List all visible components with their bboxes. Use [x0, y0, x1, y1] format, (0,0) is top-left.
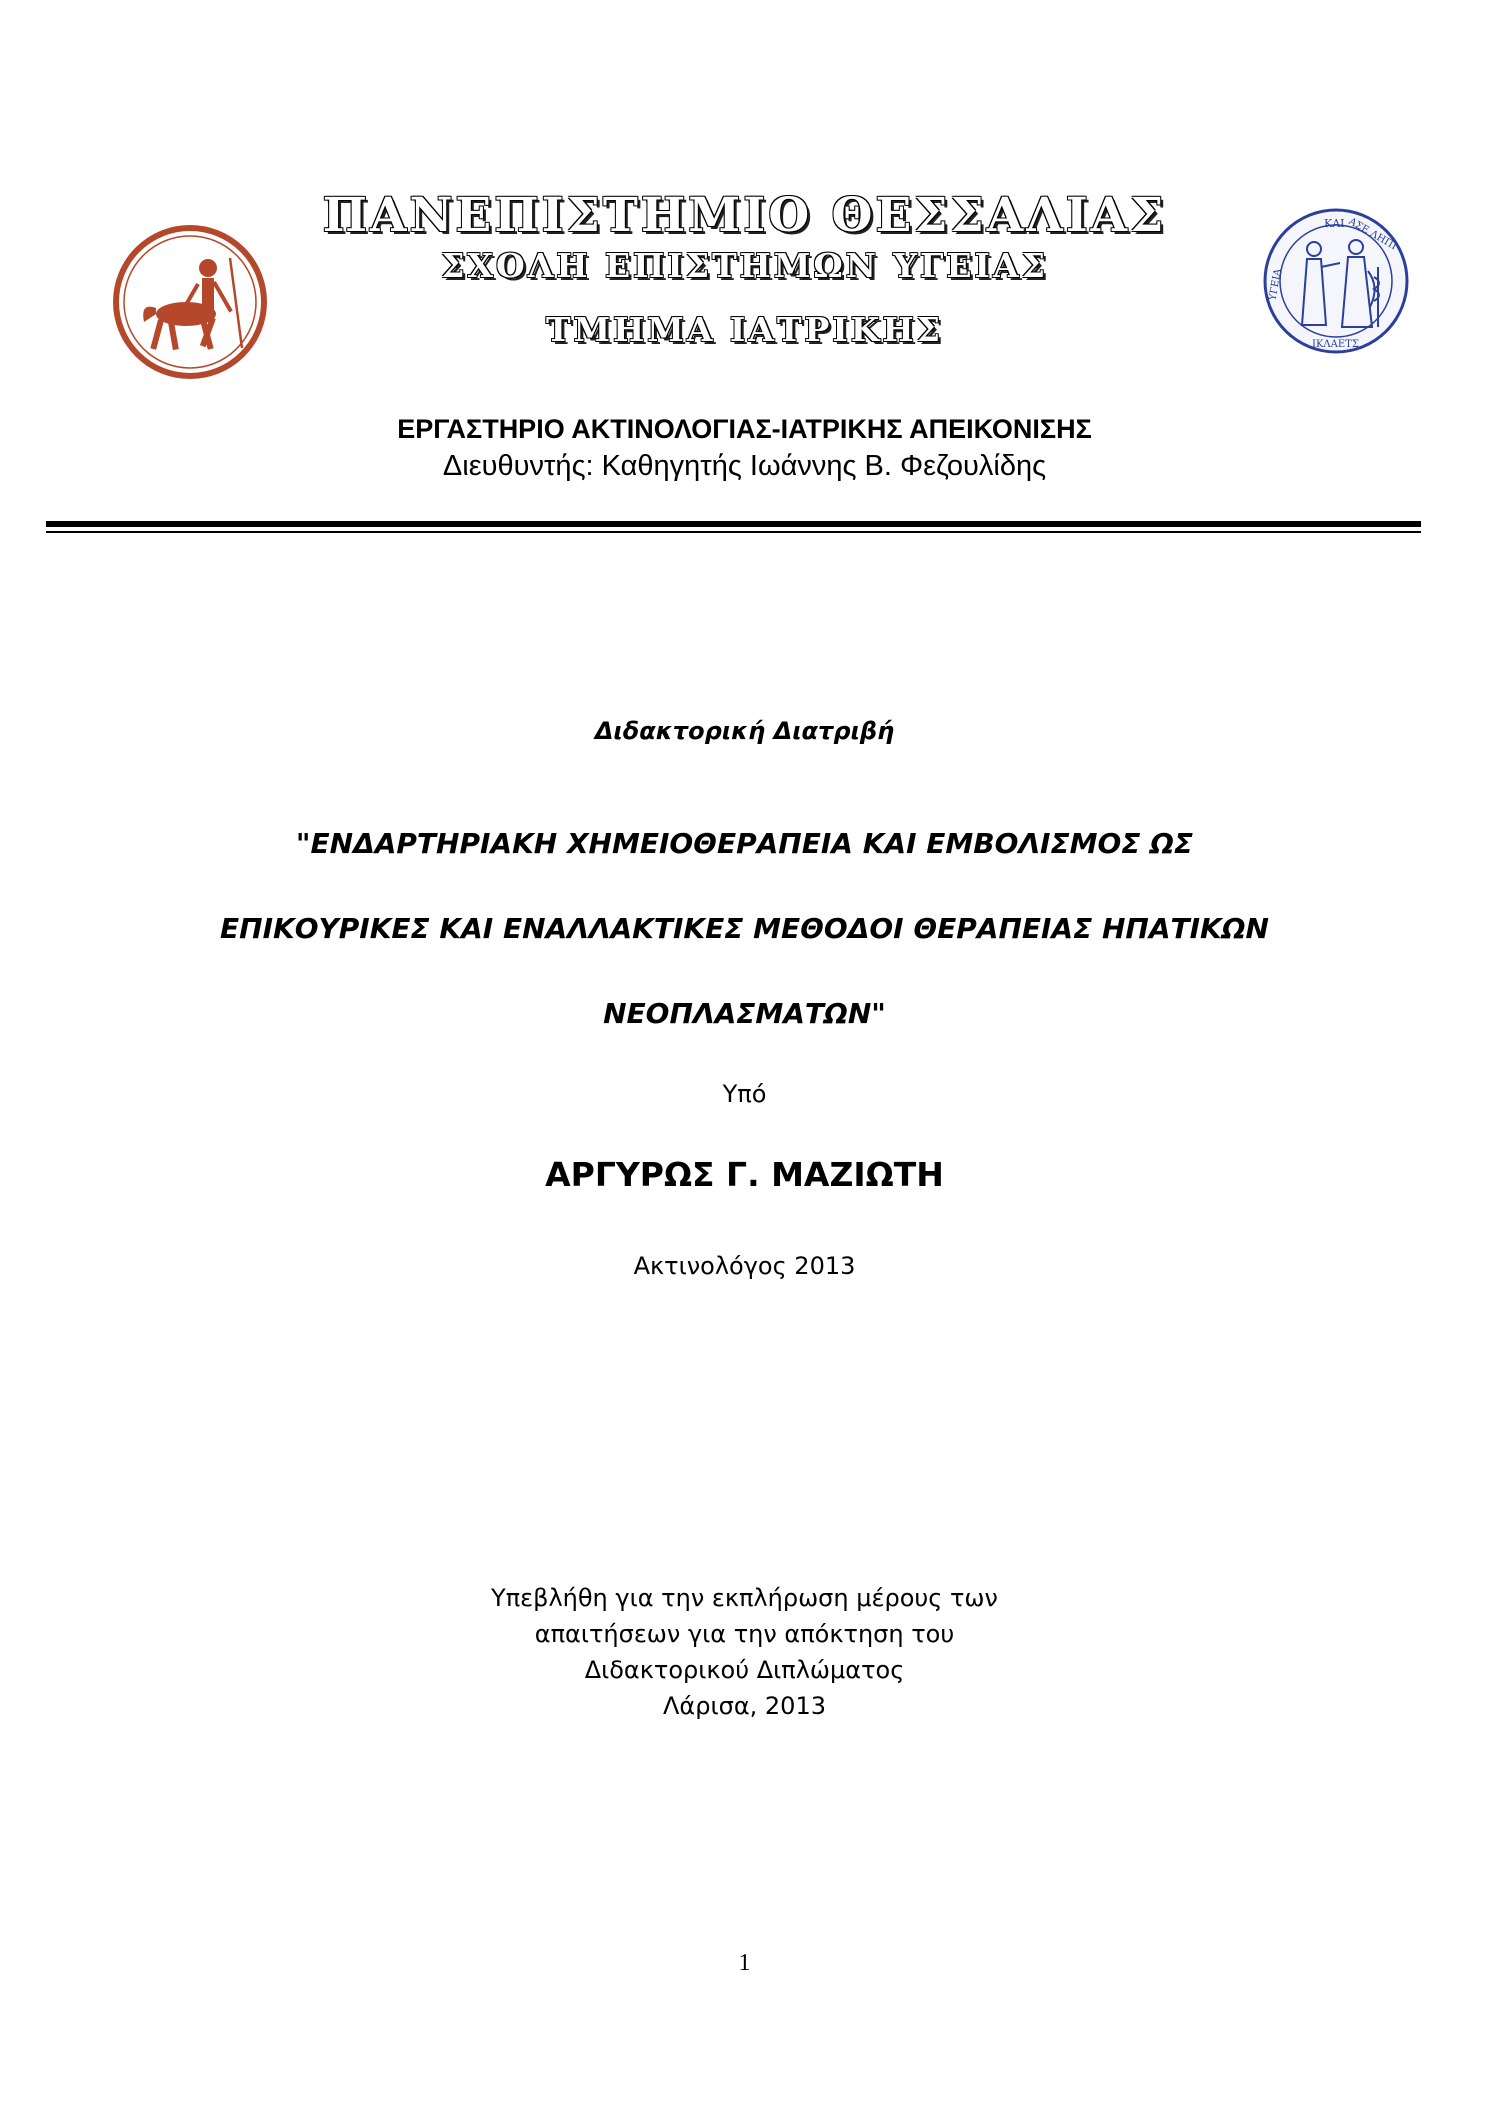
department-title: ΤΜΗΜΑ ΙΑΤΡΙΚΗΣ — [546, 310, 943, 349]
submission-line-2: απαιτήσεων για την απόκτηση του — [534, 1620, 955, 1648]
laboratory-name: ΕΡΓΑΣΤΗΡΙΟ ΑΚΤΙΝΟΛΟΓΙΑΣ-ΙΑΤΡΙΚΗΣ ΑΠΕΙΚΟΝΙΣΗΣ — [397, 414, 1092, 444]
seal-text-top-right: ΑΣΕ ΛΗΠΙ — [1346, 216, 1399, 253]
seal-text-bottom: ΙΚΛΑΕΤΣ — [1312, 339, 1359, 350]
seal-text-left: ΥΓΕΙΑ — [1267, 268, 1284, 302]
page-number: 1 — [738, 1950, 751, 1976]
header-divider-thick — [46, 521, 1421, 527]
by-label: Υπό — [722, 1080, 767, 1108]
document-type: Διδακτορική Διατριβή — [594, 717, 895, 745]
submission-line-4: Λάρισα, 2013 — [663, 1692, 826, 1720]
submission-line-1: Υπεβλήθη για την εκπλήρωση μέρους των — [491, 1584, 998, 1612]
school-title: ΣΧΟΛΗ ΕΠΙΣΤΗΜΩΝ ΥΓΕΙΑΣ — [441, 246, 1048, 285]
laboratory-director: Διευθυντής: Καθηγητής Ιωάννης Β. Φεζουλίδης — [442, 450, 1047, 482]
header-divider-thin — [46, 531, 1421, 533]
thesis-title-line-1: "ΕΝΔΑΡΤΗΡΙΑΚΗ ΧΗΜΕΙΟΘΕΡΑΠΕΙΑ ΚΑΙ ΕΜΒΟΛΙΣΜΟΣ ΩΣ — [295, 827, 1194, 860]
university-title: ΠΑΝΕΠΙΣΤΗΜΙΟ ΘΕΣΣΑΛΙΑΣ — [322, 188, 1167, 243]
seal-text-top: ΚΑΙ — [1324, 217, 1345, 230]
thesis-title-line-3: ΝΕΟΠΛΑΣΜΑΤΩΝ" — [603, 997, 886, 1030]
author-role: Ακτινολόγος 2013 — [633, 1252, 856, 1280]
author-name: ΑΡΓΥΡΩΣ Γ. ΜΑΖΙΩΤΗ — [545, 1155, 944, 1194]
submission-line-3: Διδακτορικού Διπλώματος — [584, 1656, 905, 1684]
thesis-title-line-2: ΕΠΙΚΟΥΡΙΚΕΣ ΚΑΙ ΕΝΑΛΛΑΚΤΙΚΕΣ ΜΕΘΟΔΟΙ ΘΕΡΑΠΕΙΑΣ ΗΠΑΤΙΚΩΝ — [220, 912, 1269, 945]
